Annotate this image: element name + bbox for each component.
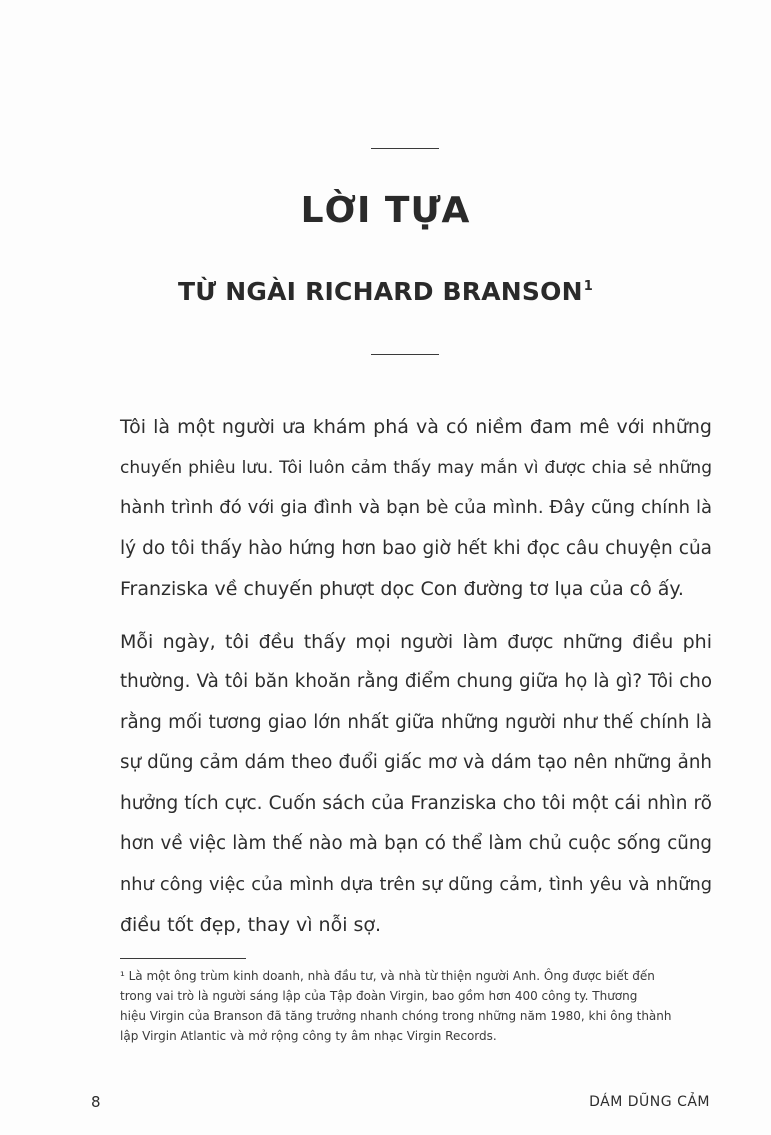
text-line: hành trình đó với gia đình và bạn bè của mình. Đây cũng chính là xyxy=(120,497,712,518)
text-line: Mỗi ngày, tôi đều thấy mọi người làm được những điều phi xyxy=(120,630,712,653)
text-line: chuyến phiêu lưu. Tôi luôn cảm thấy may mắn vì được chia sẻ những xyxy=(120,457,712,478)
text-line: lý do tôi thấy hào hứng hơn bao giờ hết khi đọc câu chuyện của xyxy=(120,537,712,559)
text-line: sự dũng cảm dám theo đuổi giấc mơ và dám tạo nên những ảnh xyxy=(120,752,712,773)
text-line: như công việc của mình dựa trên sự dũng cảm, tình yêu và những xyxy=(120,874,712,895)
text-line: Franziska về chuyến phượt dọc Con đường tơ lụa của cô ấy. xyxy=(120,578,684,600)
running-head: DÁM DŨNG CẢM xyxy=(589,1094,710,1110)
page-title: LỜI TỰA xyxy=(300,190,471,231)
footnote-divider xyxy=(120,958,246,959)
page-number: 8 xyxy=(91,1093,101,1111)
footnote-line: trong vai trò là người sáng lập của Tập đoàn Virgin, bao gồm hơn 400 công ty. Thương xyxy=(120,989,638,1003)
footnote-line: ¹ Là một ông trùm kinh doanh, nhà đầu tư, và nhà từ thiện người Anh. Ông được biết đến xyxy=(120,969,655,983)
paragraph-2 xyxy=(120,622,712,946)
text-line: hưởng tích cực. Cuốn sách của Franziska cho tôi một cái nhìn rõ xyxy=(120,792,712,814)
footnote-line: hiệu Virgin của Branson đã tăng trưởng nhanh chóng trong những năm 1980, khi ông thành xyxy=(120,1009,672,1023)
body-text xyxy=(120,407,712,946)
top-divider xyxy=(371,148,439,149)
footnote-marker: 1 xyxy=(583,279,593,294)
paragraph-1 xyxy=(120,407,712,610)
footnote xyxy=(120,966,712,1046)
page-subtitle xyxy=(0,277,771,306)
text-line: rằng mối tương giao lớn nhất giữa những người như thế chính là xyxy=(120,711,712,733)
text-line: Tôi là một người ưa khám phá và có niềm đam mê với những xyxy=(120,416,712,438)
footnote-line: lập Virgin Atlantic và mở rộng công ty âm nhạc Virgin Records. xyxy=(120,1029,497,1043)
middle-divider xyxy=(371,354,439,355)
text-line: hơn về việc làm thế nào mà bạn có thể làm chủ cuộc sống cũng xyxy=(120,833,712,854)
subtitle-text: TỪ NGÀI RICHARD BRANSON xyxy=(178,277,583,306)
text-line: thường. Và tôi băn khoăn rằng điểm chung giữa họ là gì? Tôi cho xyxy=(120,671,712,692)
text-line: điều tốt đẹp, thay vì nỗi sợ. xyxy=(120,914,382,936)
